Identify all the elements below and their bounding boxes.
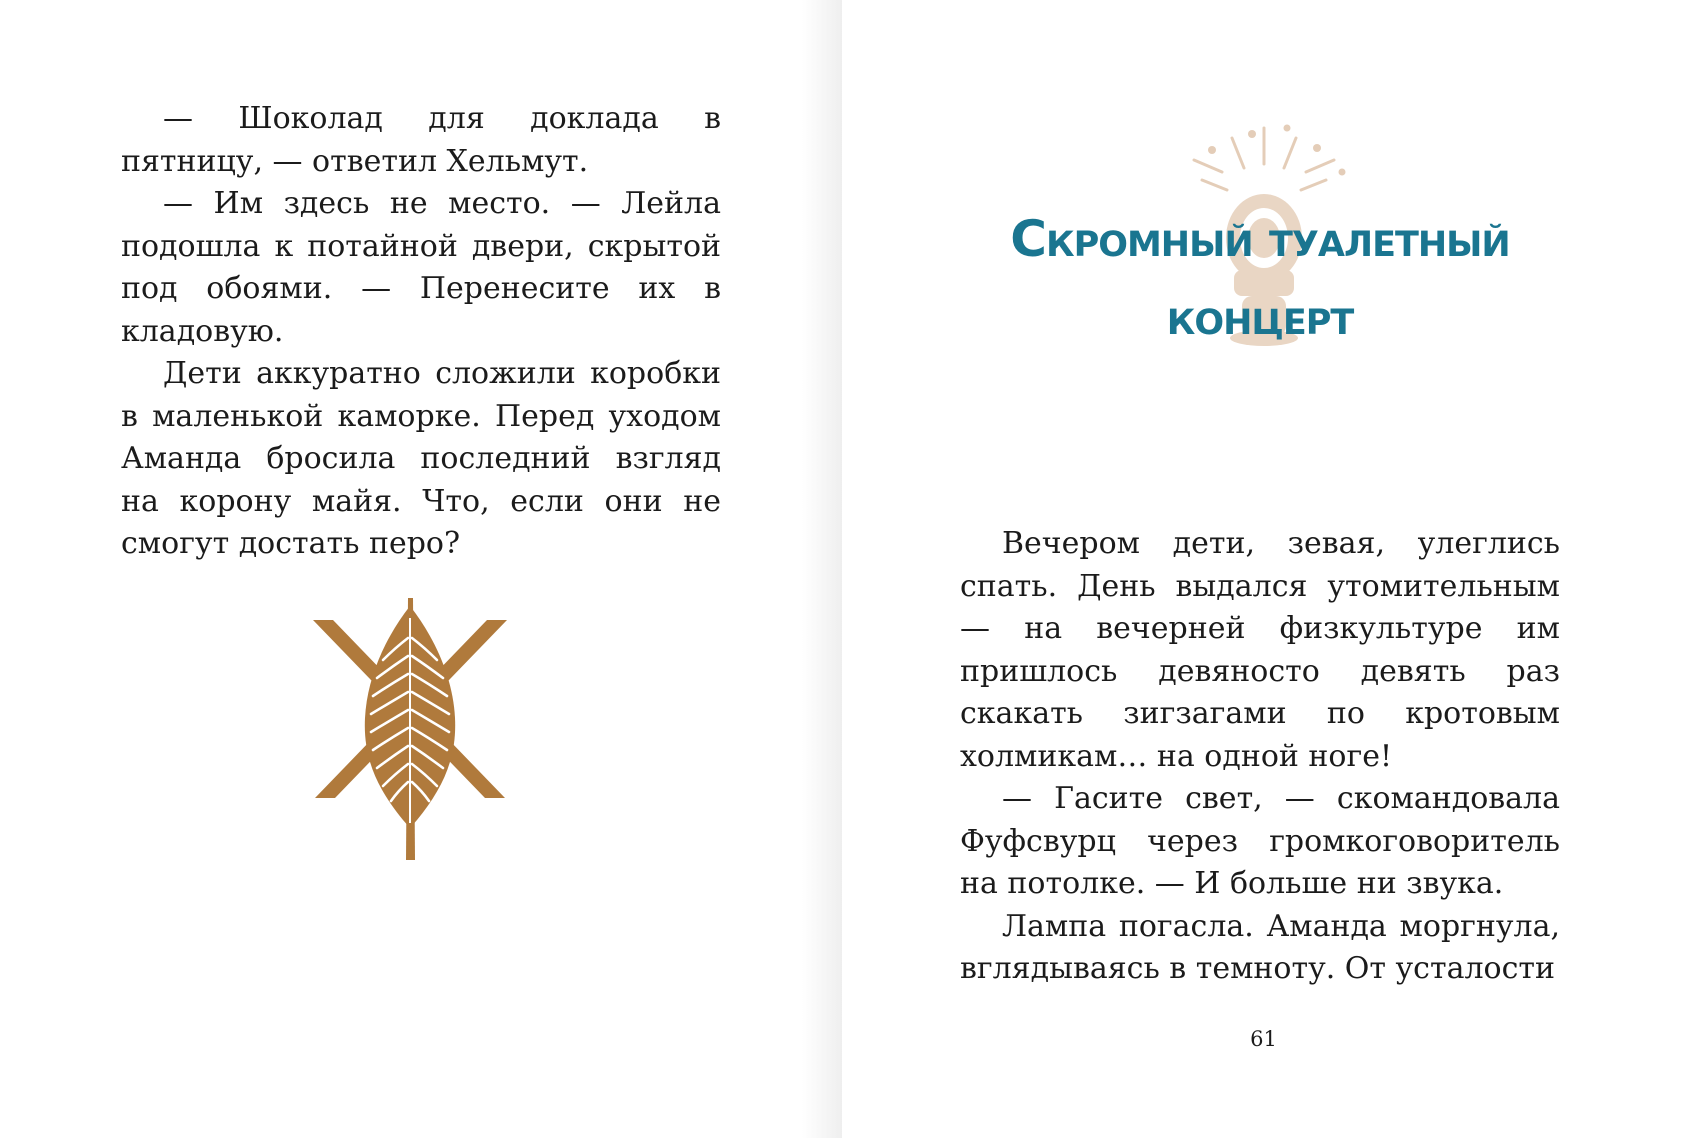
- chapter-title: [960, 200, 1560, 356]
- right-page-text: [960, 523, 1560, 991]
- left-page: [0, 0, 842, 1138]
- chapter-title-line: концерт: [1166, 288, 1354, 346]
- right-page: [842, 0, 1685, 1138]
- left-page-text: [121, 98, 721, 566]
- paragraph: — Гасите свет, — скомандовала Фуфсвурц через громкоговоритель на потолке. — И больше ни звука.: [960, 781, 1560, 901]
- chapter-title-line: Скромный туалетный: [1010, 210, 1510, 268]
- paragraph: Вечером дети, зевая, улеглись спать. День выдался утомительным — на вечерней физкультуре им пришлось девяносто девять раз скакать зигзагами по кротовым холмикам… на одной ноге!: [960, 526, 1560, 774]
- paragraph: Дети аккуратно сложили коробки в маленькой каморке. Перед уходом Аманда бросила последний взгляд на корону майя. Что, если они не смогут достать перо?: [121, 356, 721, 561]
- paragraph: Лампа погасла. Аманда моргнула, вглядываясь в темноту. От усталости: [960, 908, 1560, 986]
- gutter-shadow: [802, 0, 842, 1138]
- paragraph: — Им здесь не место. — Лейла подошла к потайной двери, скрытой под обоями. — Перенесите их в кладовую.: [121, 186, 721, 349]
- paragraph: — Шоколад для доклада в пятницу, — ответил Хельмут.: [121, 101, 721, 179]
- feather-ornament-icon: [305, 598, 515, 860]
- page-number: 61: [1250, 1027, 1277, 1051]
